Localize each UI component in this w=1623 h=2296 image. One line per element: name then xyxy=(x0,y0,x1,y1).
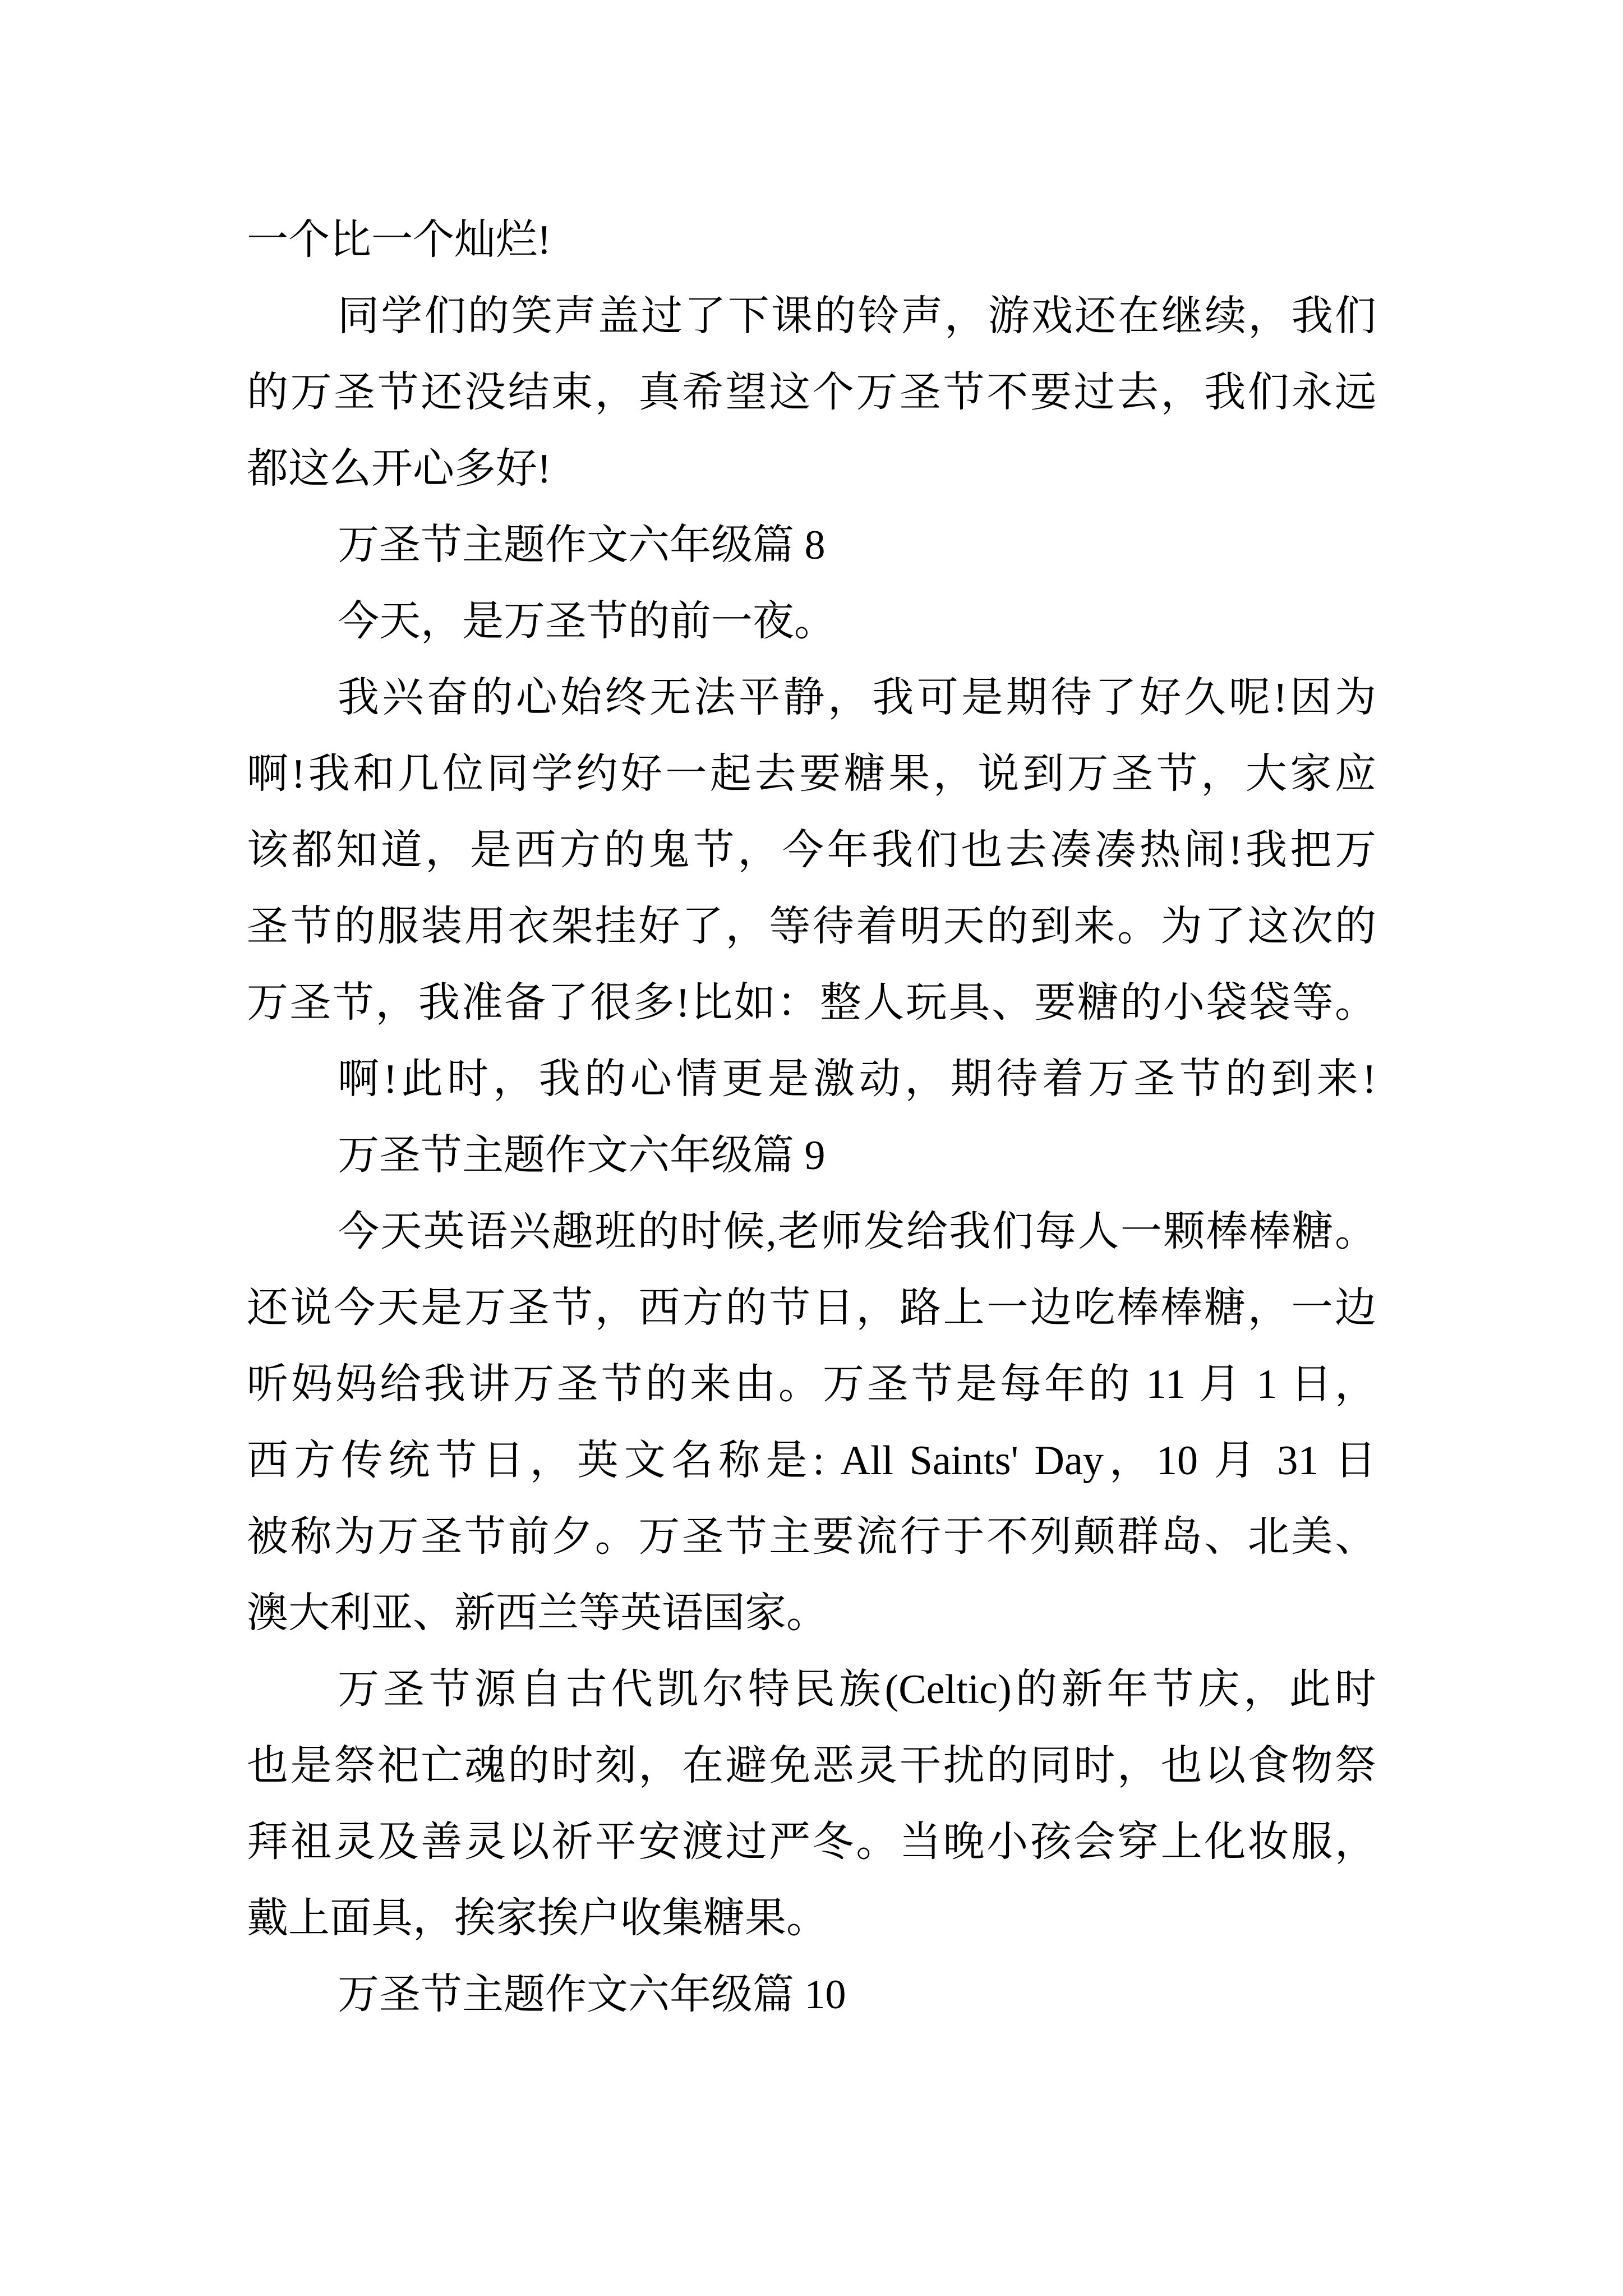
text-line: 被称为万圣节前夕。万圣节主要流行于不列颠群岛、北美、 xyxy=(247,1514,1376,1560)
text-line: 都这么开心多好! xyxy=(247,446,551,492)
text-line: 万圣节主题作文六年级篇 9 xyxy=(338,1133,826,1179)
paragraph xyxy=(247,278,1376,507)
text-line: 同学们的笑声盖过了下课的铃声，游戏还在继续，我们 xyxy=(338,293,1376,339)
text-line: 还说今天是万圣节，西方的节日，路上一边吃棒棒糖，一边 xyxy=(247,1285,1376,1331)
text-line: 澳大利亚、新西兰等英语国家。 xyxy=(247,1590,828,1636)
text-line: 今天英语兴趣班的时候,老师发给我们每人一颗棒棒糖。 xyxy=(338,1209,1376,1255)
section-heading xyxy=(247,1957,1376,2033)
text-line: 戴上面具，挨家挨户收集糖果。 xyxy=(247,1895,828,1941)
text-line: 万圣节主题作文六年级篇 10 xyxy=(338,1972,846,2018)
text-line: 拜祖灵及善灵以祈平安渡过严冬。当晚小孩会穿上化妆服， xyxy=(247,1819,1376,1865)
text-line: 我兴奋的心始终无法平静，我可是期待了好久呢!因为 xyxy=(338,675,1376,721)
text-line: 啊!此时，我的心情更是激动，期待着万圣节的到来! xyxy=(338,1056,1376,1102)
text-line: 今天，是万圣节的前一夜。 xyxy=(338,599,836,645)
paragraph xyxy=(247,583,1376,660)
paragraph xyxy=(247,1041,1376,1117)
text-line: 万圣节主题作文六年级篇 8 xyxy=(338,522,826,568)
text-line: 万圣节，我准备了很多!比如：整人玩具、要糖的小袋袋等。 xyxy=(247,980,1376,1026)
section-heading xyxy=(247,507,1376,583)
paragraph xyxy=(247,1194,1376,1651)
text-line: 万圣节源自古代凯尔特民族(Celtic)的新年节庆，此时 xyxy=(338,1667,1376,1713)
text-line: 一个比一个灿烂! xyxy=(247,217,551,263)
text-line: 的万圣节还没结束，真希望这个万圣节不要过去，我们永远 xyxy=(247,370,1376,416)
text-line: 也是祭祀亡魂的时刻，在避免恶灵干扰的同时，也以食物祭 xyxy=(247,1743,1376,1789)
paragraph xyxy=(247,202,1376,278)
paragraph xyxy=(247,660,1376,1041)
text-line: 啊!我和几位同学约好一起去要糖果，说到万圣节，大家应 xyxy=(247,751,1376,797)
paragraph xyxy=(247,1651,1376,1957)
text-line: 该都知道，是西方的鬼节，今年我们也去凑凑热闹!我把万 xyxy=(247,827,1376,873)
section-heading xyxy=(247,1117,1376,1194)
text-line: 听妈妈给我讲万圣节的来由。万圣节是每年的 11 月 1 日， xyxy=(247,1361,1376,1407)
text-line: 圣节的服装用衣架挂好了，等待着明天的到来。为了这次的 xyxy=(247,904,1376,950)
text-line: 西方传统节日，英文名称是: All Saints' Day，10 月 31 日 xyxy=(247,1438,1376,1484)
